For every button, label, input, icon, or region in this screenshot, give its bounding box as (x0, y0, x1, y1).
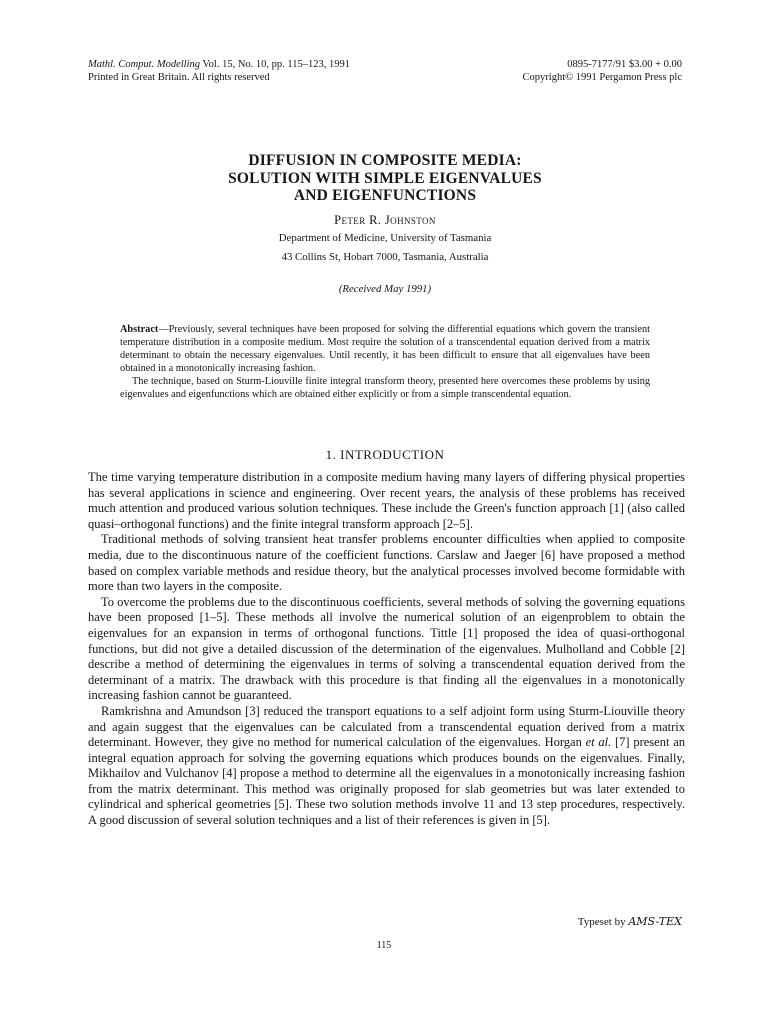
body-text (88, 470, 685, 829)
abstract-paragraph-2: The technique, based on Sturm-Liouville finite integral transform theory, presented here overcomes these problems by using eigenvalues and eigenfunctions which are obtained either explicitly or from a simple transcendental equation. (120, 376, 650, 401)
abstract-paragraph-1 (120, 323, 650, 375)
journal-header-left (88, 58, 350, 84)
abstract-label: Abstract (120, 324, 159, 335)
title-line-3: AND EIGENFUNCTIONS (293, 187, 477, 204)
title-line-2: SOLUTION WITH SIMPLE EIGENVALUES (228, 169, 542, 187)
body-paragraph-3: To overcome the problems due to the discontinuous coefficients, several methods of solving the governing equations have been proposed [1–5]. These methods all involve the numerical solution of an eigenproblem to obtain the eigenvalues for an expansion in terms of orthogonal functions. Tittle [1] proposed the idea of quasi-orthogonal functions, but did not give a detailed discussion of the determination of the eigenvalues. Mulholland and Cobble [2] describe a method of determining the eigenvalues in terms of solving a transcendental equation derived from the determinant of a matrix. The drawback with this procedure is that finding all the eigenvalues in a monotonically increasing fashion cannot be guaranteed. (88, 594, 685, 703)
body-paragraph-1: The time varying temperature distribution in a composite medium having many layers of differing physical properties has several applications in science and engineering. Over recent years, the analysis of these problems has received much attention and produced various solution techniques. These include the Green's function approach [1] (also called quasi–orthogonal functions) and the finite integral transform approach [2–5]. (88, 470, 685, 531)
author-name: Peter R. Johnston (334, 212, 436, 227)
journal-header-right (523, 58, 682, 84)
title-block (88, 152, 682, 295)
page-number: 115 (376, 940, 392, 951)
affiliation-line-2: 43 Collins St, Hobart 7000, Tasmania, Australia (281, 250, 489, 263)
journal-name: Mathl. Comput. Modelling (88, 59, 200, 70)
price-code: 0895-7177/91 $3.00 + 0.00 (567, 59, 682, 70)
abstract-text-1: —Previously, several techniques have been proposed for solving the differential equations which govern the transient temperature distribution in a composite medium. Most require the solution of a transcendental equation derived from a matrix determinant to obtain the necessary eigenvalues. Until recently, it has been difficult to ensure that all eigenvalues have been obtained in a monotonically increasing fashion. (120, 324, 650, 375)
body-paragraph-4-part-b: [7] present an integral equation approach for solving the governing equations which produces bounds on the eigenvalues. Finally, Mikhailov and Vulchanov [4] propose a method to determine all the eigenvalues in a monotonically increasing fashion from the matrix determinant. This method was originally proposed for slab geometries but was later extended to cylindrical and spherical geometries [5]. These two solution methods involve 11 and 13 step procedures, respectively. A good discussion of several solution techniques and a list of their references is given in [5]. (88, 735, 685, 828)
title-line-1: DIFFUSION IN COMPOSITE MEDIA: (248, 152, 522, 169)
typeset-label: Typeset by (577, 916, 629, 928)
body-paragraph-2: Traditional methods of solving transient heat transfer problems encounter difficulties when applied to composite media, due to the discontinuous nature of the coefficient functions. Carslaw and Jaeger [6] have proposed a method based on complex variable methods and residue theory, but the analytical processes involved become formidable with more than two layers in the composite. (88, 532, 685, 594)
received-date: (Received May 1991) (338, 282, 432, 295)
body-paragraph-4-part-a: Ramkrishna and Amundson [3] reduced the transport equations to a self adjoint form using Sturm-Liouville theory and again suggest that the eigenvalues can be calculated from a transcendental equation derived from a matrix determinant. However, they give no method for numerical calculation of the eigenvalues. Horgan (88, 703, 685, 750)
ams-tex-logo: AMS-TEX (628, 915, 682, 928)
et-al: et al. (585, 735, 612, 750)
paper-title (88, 152, 682, 205)
section-heading: 1. INTRODUCTION (325, 447, 445, 462)
copyright-notice: Copyright© 1991 Pergamon Press plc (522, 72, 682, 83)
journal-citation (88, 58, 350, 71)
body-paragraph-4 (88, 704, 685, 829)
printed-notice: Printed in Great Britain. All rights reserved (88, 72, 270, 83)
typeset-notice (578, 915, 682, 928)
abstract (120, 323, 650, 402)
volume-info: Vol. 15, No. 10, pp. 115–123, 1991 (200, 59, 351, 70)
affiliation-line-1: Department of Medicine, University of Tasmania (278, 231, 492, 244)
